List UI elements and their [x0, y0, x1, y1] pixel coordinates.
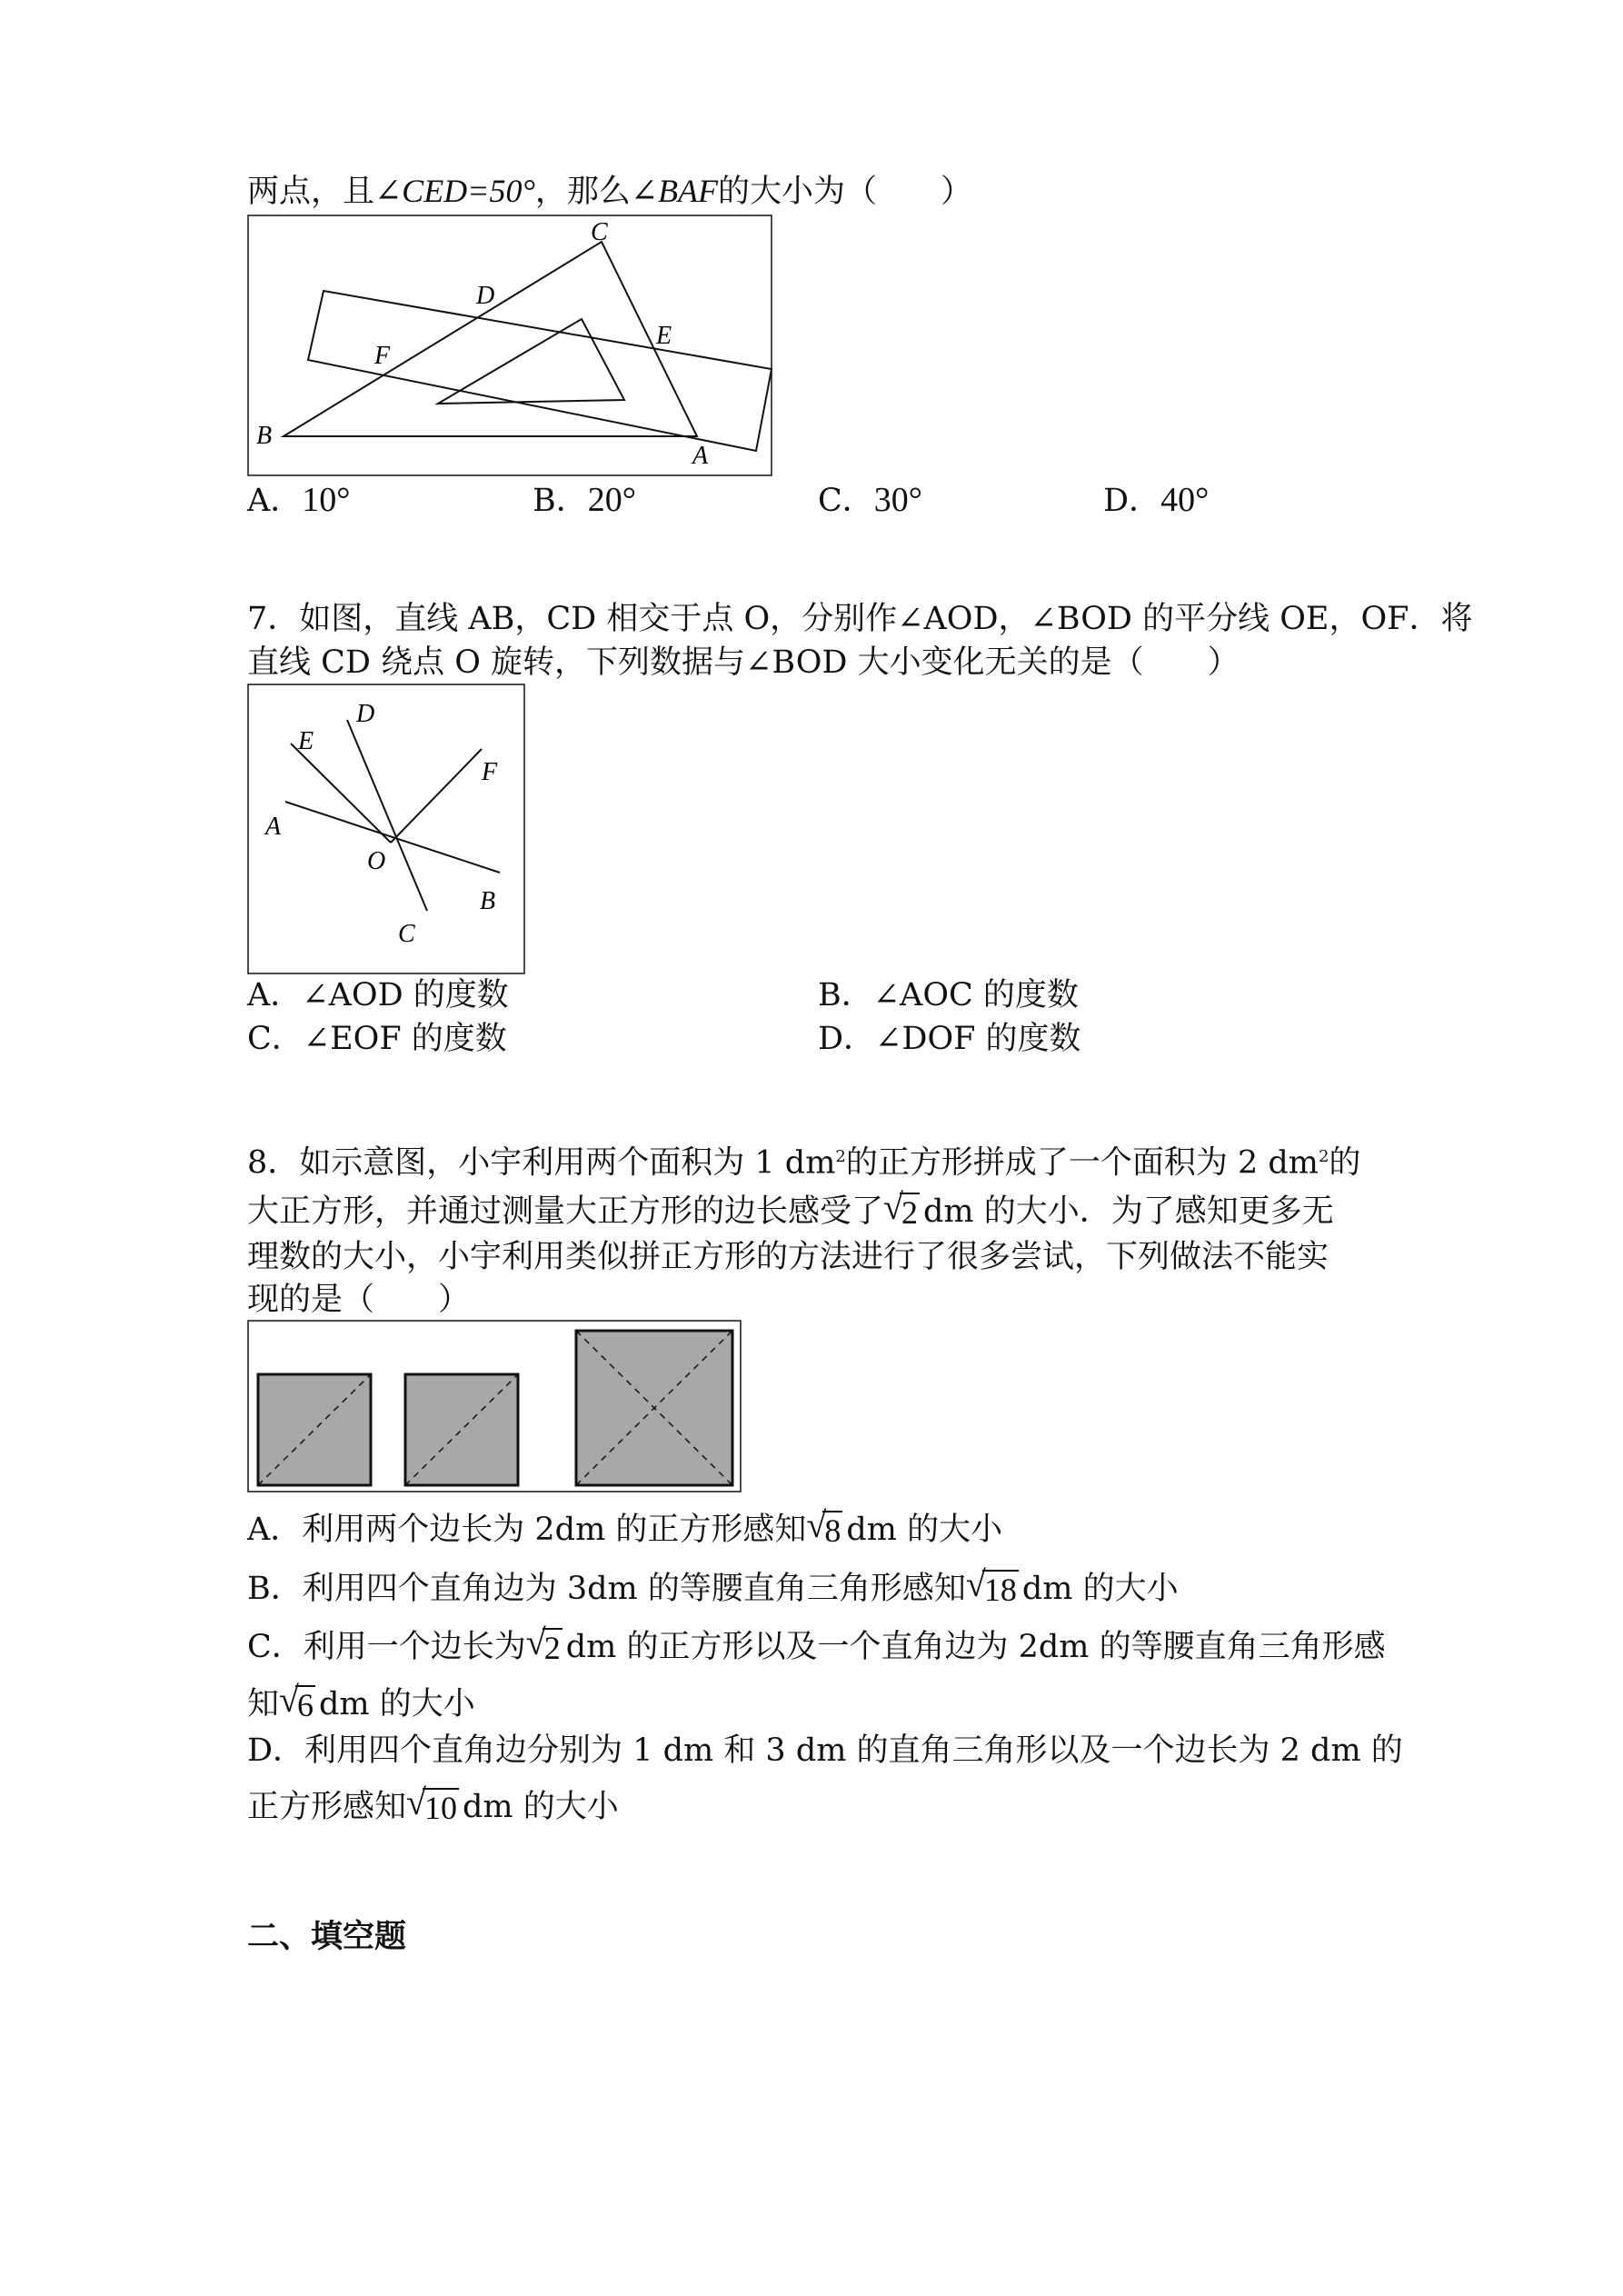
sqrt-2-radical: √ 2 — [883, 1186, 919, 1231]
q7-label-d: D — [356, 700, 375, 728]
q7-option-a: A．∠AOD 的度数 — [247, 977, 509, 1013]
q7-figure — [247, 684, 527, 976]
q7-stem-line2: 直线 CD 绕点 O 旋转，下列数据与∠BOD 大小变化无关的是（ ） — [247, 644, 1240, 681]
q6-label-f: F — [374, 342, 391, 370]
q7-option-d: D．∠DOF 的度数 — [818, 1021, 1081, 1057]
q6-option-d: D．40° — [1103, 481, 1210, 519]
sqrt-10-radical: √ 10 — [406, 1782, 458, 1826]
q6-label-e: E — [656, 322, 672, 350]
q6-angle-baf: ∠BAF — [630, 173, 719, 209]
q7-label-c: C — [398, 920, 415, 948]
q6-label-c: C — [591, 218, 608, 246]
q8-stem-line4: 现的是（ ） — [247, 1282, 471, 1318]
q8-option-c-line1: C．利用一个边长为 √ 2 dm 的正方形以及一个直角边为 2dm 的等腰直角三角形感 — [247, 1626, 1386, 1669]
q8-option-b: B．利用四个直角边为 3dm 的等腰直角三角形感知 √ 18 dm 的大小 — [247, 1568, 1179, 1611]
q8-stem-line3: 理数的大小，小宇利用类似拼正方形的方法进行了很多尝试，下列做法不能实 — [247, 1239, 1329, 1275]
q6-option-a: A．10° — [247, 481, 351, 519]
q6-suffix: 的大小为（ ） — [718, 174, 973, 210]
q6-prefix: 两点，且 — [247, 174, 375, 210]
sqrt-8-radical: √ 8 — [806, 1504, 841, 1549]
q8-option-a: A．利用两个边长为 2dm 的正方形感知 √ 8 dm 的大小 — [247, 1509, 1002, 1552]
q7-option-b: B．∠AOC 的度数 — [818, 977, 1079, 1013]
q8-stem-line1: 8．如示意图，小宇利用两个面积为 1 $dm^2$的正方形拼成了一个面积为 2 $dm^2$的 — [247, 1144, 1361, 1182]
q7-label-a: A — [265, 813, 282, 841]
q6-figure — [247, 215, 774, 478]
sqrt-2-radical-c: √ 2 — [525, 1622, 561, 1666]
q7-option-c: C．∠EOF 的度数 — [247, 1021, 507, 1057]
q6-label-d: D — [476, 282, 495, 310]
q6-angle-ced: ∠CED=50° — [374, 173, 535, 209]
q8-sup-1: 2 — [835, 1147, 846, 1166]
q8-option-d-line2: 正方形感知 √ 10 dm 的大小 — [247, 1786, 619, 1829]
q6-option-b: B．20° — [533, 481, 636, 519]
q8-stem-line2: 大正方形，并通过测量大正方形的边长感受了 √ 2 dm 的大小．为了感知更多无 — [247, 1191, 1334, 1233]
q6-stem — [247, 170, 972, 213]
q7-label-e: E — [298, 727, 314, 755]
q8-option-d-line1: D．利用四个直角边分别为 1 dm 和 3 dm 的直角三角形以及一个边长为 2 dm 的 — [247, 1732, 1403, 1769]
sqrt-6-radical: √ 6 — [279, 1679, 314, 1723]
section-heading-fill-in: 二、填空题 — [247, 1919, 407, 1955]
q6-middle: ，那么 — [534, 174, 631, 210]
q7-label-o: O — [367, 847, 386, 875]
q6-label-b: B — [256, 422, 273, 450]
sqrt-18-radical: √ 18 — [965, 1563, 1017, 1608]
q8-option-c-line2: 知 √ 6 dm 的大小 — [247, 1683, 475, 1726]
q6-label-a: A — [692, 442, 709, 470]
q7-label-f: F — [482, 758, 498, 786]
q8-figure — [247, 1320, 743, 1494]
q7-label-b: B — [480, 887, 496, 915]
q7-stem-line1: 7．如图，直线 AB，CD 相交于点 O，分别作∠AOD，∠BOD 的平分线 OE，OF．将 — [247, 601, 1473, 637]
q6-option-c: C．30° — [818, 481, 922, 519]
q8-sup-2: 2 — [1318, 1147, 1329, 1166]
